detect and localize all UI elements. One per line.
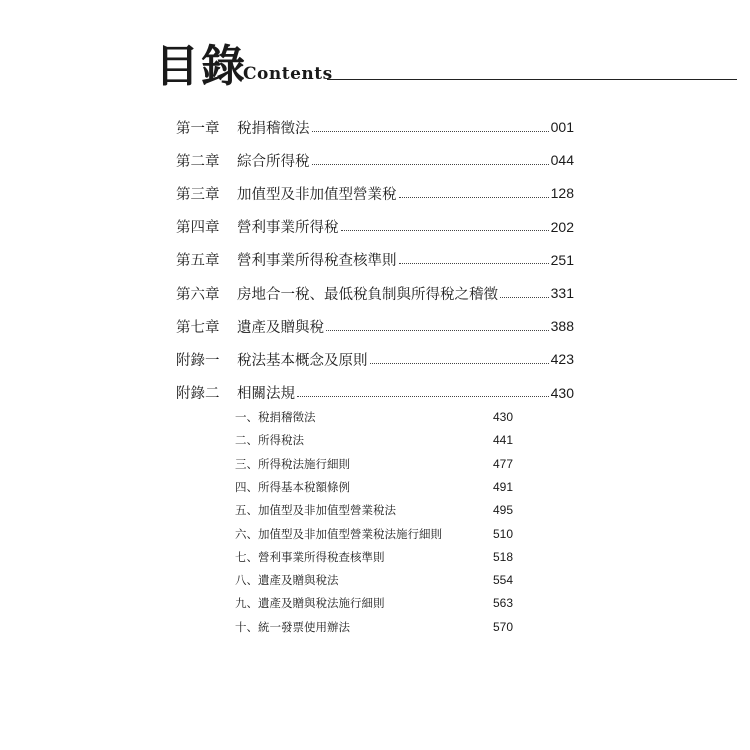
toc-entry-title: 遺產及贈與稅 [237,319,324,336]
sub-entry[interactable] [235,478,525,496]
toc-entry[interactable] [176,182,574,204]
sub-entry[interactable] [235,618,525,636]
dot-leader [312,154,549,165]
toc-entry[interactable] [176,315,574,337]
toc-entry-title: 相關法規 [237,386,295,403]
toc-entry-title: 營利事業所得稅 [237,220,339,237]
sub-entry[interactable] [235,525,525,543]
toc-entry[interactable] [176,149,574,171]
toc-entry-label: 第五章 [176,253,220,270]
sub-entry-page: 495 [493,503,514,518]
sub-entry-title: 一、稅捐稽徵法 [235,410,316,424]
dot-leader [312,121,549,132]
sub-entry-page: 554 [493,573,514,588]
toc-entry[interactable] [176,116,574,138]
toc-entry-page: 423 [550,351,574,368]
sub-entry[interactable] [235,455,525,473]
sub-entry[interactable] [235,571,525,589]
toc-entry-title: 房地合一稅、最低稅負制與所得稅之稽徵 [237,286,498,303]
sub-entry-title: 十、統一發票使用辦法 [235,619,350,634]
toc-entry-page: 128 [550,185,574,202]
toc-entry-label: 第三章 [176,186,220,203]
sub-entry-page: 477 [493,456,514,471]
sub-entry-page: 518 [493,549,514,564]
sub-entry-title: 八、遺產及贈與稅法 [235,573,339,588]
toc-entry-page: 331 [550,285,574,301]
toc-entry-title: 加值型及非加值型營業稅 [237,186,397,203]
toc-entry-label: 第一章 [176,120,220,137]
sub-entry-title: 六、加值型及非加值型營業稅法施行細則 [235,526,442,541]
sub-entry[interactable] [235,408,525,426]
dot-leader [341,220,549,231]
toc-entry-label: 第七章 [176,319,220,336]
sub-entry[interactable] [235,548,525,566]
sub-entry-title: 七、營利事業所得稅查核準則 [235,549,385,564]
sub-entry-title: 二、所得稅法 [235,433,304,448]
sub-entry-title: 四、所得基本稅額條例 [235,479,350,494]
toc-entry-page: 001 [550,119,574,135]
sub-entry-page: 570 [493,619,514,634]
toc-entry[interactable] [176,348,574,370]
toc-entry-page: 044 [550,152,574,169]
sub-entry[interactable] [235,431,525,449]
dot-leader [370,353,549,364]
sub-entry[interactable] [235,501,525,519]
toc-entry[interactable] [176,382,574,404]
sub-entry-page: 563 [493,596,514,611]
sub-entry-page: 491 [493,479,514,494]
title-underline [327,79,737,80]
toc-entry-label: 第四章 [176,220,220,237]
toc-entry-title: 綜合所得稅 [237,153,310,170]
toc-entry-title: 稅捐稽徵法 [237,120,310,137]
page-title-english: Contents [243,64,333,84]
toc-entry-label: 第六章 [176,286,220,303]
dot-leader [326,320,549,331]
toc-header [155,42,585,92]
page-title: 目錄 [155,41,247,92]
sub-entry-page: 441 [493,433,514,448]
sub-entry-title: 九、遺產及贈與稅法施行細則 [235,596,385,611]
sub-entry-title: 五、加值型及非加值型營業稅法 [235,503,396,518]
dot-leader [399,253,549,264]
dot-leader [500,287,549,298]
dot-leader [297,386,549,397]
toc-entry[interactable] [176,282,574,304]
toc-entry-title: 營利事業所得稅查核準則 [237,253,397,270]
toc-entry-page: 430 [550,384,574,401]
toc-entry-page: 388 [550,318,574,335]
toc-entry[interactable] [176,216,574,238]
toc-entry-title: 稅法基本概念及原則 [237,352,368,369]
toc-entry-label: 第二章 [176,153,220,170]
toc-entry-label: 附錄二 [176,386,220,403]
toc-entry-page: 251 [550,251,574,268]
toc-entry-page: 202 [550,218,574,235]
sub-entry-page: 510 [493,526,514,541]
sub-entry-page: 430 [493,410,514,424]
dot-leader [399,187,549,198]
sub-entry[interactable] [235,594,525,612]
toc-entry-label: 附錄一 [176,352,220,369]
toc-entry[interactable] [176,249,574,271]
sub-entry-title: 三、所得稅法施行細則 [235,456,350,471]
